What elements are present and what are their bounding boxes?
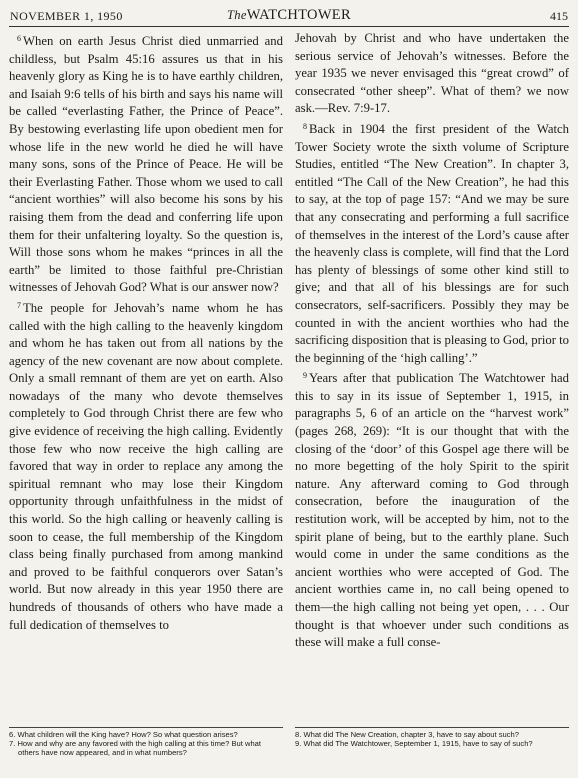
paragraph-number: 8 xyxy=(303,121,307,131)
paragraph-number: 7 xyxy=(17,300,21,310)
paragraph-text: Years after that publication The Watchtower had this to say in its issue of September 1, 1915, in paragraphs 5, 6 of an article on the “harvest work” (pages 268, 269): “It is our thought that with the closing of the ‘door’ of this Gospel age there will be no more begetting of the holy Spirit to the spirit nature. Any afterward coming to God through consecration, before the inauguration of the restitution work, will be accepted by him, not to the spirit plane of being, but to the earthly plane. Such would come in under the same conditions as the ancient worthies who were accepted of God. The ancient worthies came in, no call being opened to them—the high calling not being yet open, . . . Our thought is that whoever under such conditions as these will make a full conse- xyxy=(295,371,569,650)
masthead-the: The xyxy=(227,8,247,22)
study-questions xyxy=(9,727,283,757)
study-question: 7. How and why are any favored with the high calling at this time? But what others have now appeared, and in what numbers? xyxy=(9,739,261,757)
issue-date: NOVEMBER 1, 1950 xyxy=(10,9,123,23)
page-header xyxy=(9,8,569,27)
paragraph-9 xyxy=(295,367,569,652)
right-column-text xyxy=(295,30,569,724)
paragraph-text: Back in 1904 the first president of the Watch Tower Society wrote the sixth volume of Scripture Studies, entitled “The New Creation”. In chapter 3, entitled “The Call of the New Creation”, he had this to say, at the top of page 157: “And we may be sure that any consecrating and performing a full sacrifice of themselves in the interest of the Lord’s cause after the heavenly class is complete, will find that the Lord has plenty of blessings of some other kind still to give; and that all of his blessings are for such consecrators, self-sacrificers. Possibly they may be counted in with the ancient worthies who had the sacrificing disposition that is pleasing to God, prior to the beginning of the ‘high calling’.” xyxy=(295,121,569,365)
paragraph-text: The people for Jehovah’s name whom he has called with the high calling to the heavenly kingdom and whom he has taken out from all nations by the agency of the new covenant are now about complete. Only a small remnant of them are yet on earth. Also nowadays of the many who devote themselves completely to God through Christ there are few who give evidence of receiving the high calling. Evidently those few who now receive the high calling are favored that way in order to replace any among the spiritual remnant who may lose their Kingdom opportunity through unfaithfulness in the midst of this world. So the high calling or heavenly calling is soon to cease, the full membership of the Kingdom class being finally purchased from among mankind and proved to be faithful conquerors over Satan’s world. But now already in this year 1950 there are hundreds of thousands of others who have made a full dedication of themselves to xyxy=(9,300,283,632)
left-column-text xyxy=(9,30,283,724)
left-column xyxy=(9,30,283,757)
study-question: 6. What children will the King have? How? So what question arises? xyxy=(9,730,238,739)
paragraph-6 xyxy=(9,30,283,297)
page-number: 415 xyxy=(550,9,568,23)
study-question: 9. What did The Watchtower, September 1, 1915, have to say of such? xyxy=(295,739,533,748)
paragraph-7 xyxy=(9,297,283,634)
paragraph-number: 6 xyxy=(17,34,21,43)
two-column-body xyxy=(9,30,569,757)
masthead xyxy=(9,7,569,24)
right-column xyxy=(295,30,569,757)
masthead-name: WATCHTOWER xyxy=(246,7,351,23)
paragraph-8 xyxy=(295,118,569,367)
study-question: 8. What did The New Creation, chapter 3, have to say about such? xyxy=(295,730,520,739)
paragraph-text: When on earth Jesus Christ died unmarried and childless, but Psalm 45:16 assures us that in his heavenly glory as King he is to have earthly children, and Isaiah 9:6 tells of his birth and says his name will be called “everlasting Father, the Prince of Peace”. By bestowing everlasting life upon obedient men for whose life in the new world he died he will have many sons, sons of the Prince of Peace. He will be their Everlasting Father. Those whom we used to call “ancient worthies” will also become his sons by his raising them from the dead and conferring life upon them for their unfaltering loyalty. So the question is, Will those sons whom he makes “princes in all the earth” be limited to those faithful pre-Christian witnesses of Jehovah God? What is our answer now? xyxy=(9,34,283,295)
study-questions xyxy=(295,727,569,748)
continued-paragraph: Jehovah by Christ and who have undertaken the serious service of Jehovah’s witnesses. Before the year 1935 we never envisaged this “great crowd” of consecrated “other sheep”. What of them? we now ask.—Rev. 7:9-17. xyxy=(295,31,569,116)
paragraph-number: 9 xyxy=(303,371,307,381)
